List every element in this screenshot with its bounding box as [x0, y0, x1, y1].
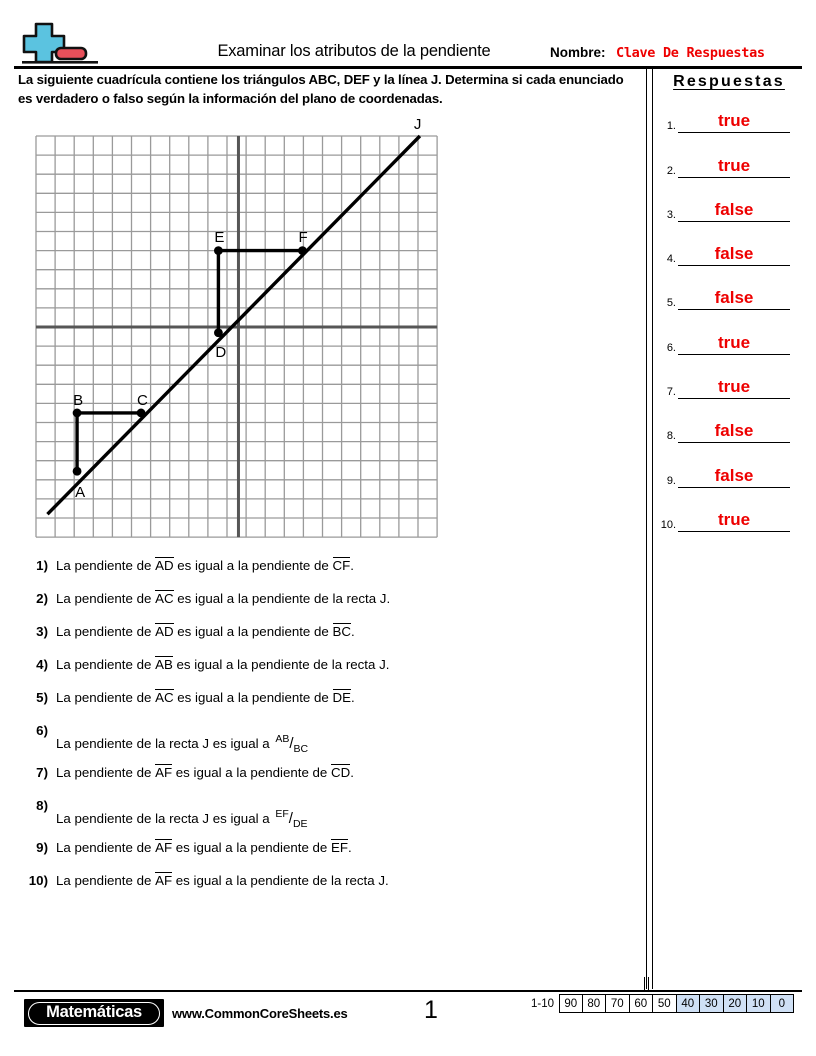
question-number: 8) [36, 798, 48, 813]
scale-cell: 80 [583, 994, 607, 1013]
question-number: 6) [36, 723, 48, 738]
question-text-span: . [348, 840, 352, 855]
ratio-denominator: DE [292, 818, 308, 830]
answer-number: 10. [660, 518, 676, 531]
question-item [18, 684, 638, 717]
segment-notation: BC [332, 624, 351, 639]
question-text [56, 759, 638, 781]
scale-cell: 60 [630, 994, 654, 1013]
question-text-span: La pendiente de [56, 690, 156, 705]
segment-notation: AD [155, 558, 174, 573]
question-text [56, 552, 638, 574]
footer-divider [14, 990, 802, 992]
segment-notation: CF [332, 558, 351, 573]
question-number: 3) [36, 624, 48, 639]
answer-row [656, 268, 802, 312]
point-label-a: A [75, 484, 86, 502]
segment-notation: AF [155, 873, 173, 888]
answer-number: 8. [666, 430, 676, 443]
question-text-span: es igual a la pendiente de [173, 558, 333, 573]
page-header [14, 14, 802, 66]
coordinate-grid [25, 108, 445, 543]
segment-notation: AF [155, 765, 173, 780]
answers-heading: Respuestas [673, 73, 785, 90]
question-text [56, 618, 638, 640]
brand-badge [24, 999, 164, 1027]
question-text-span: La pendiente de [56, 657, 156, 672]
line-label-j: J [413, 116, 422, 133]
question-text [56, 792, 638, 829]
answer-number: 5. [666, 297, 676, 310]
answer-value: false [714, 421, 754, 441]
plus-minus-logo-icon [18, 18, 104, 66]
segment-notation: EF [331, 840, 349, 855]
question-item [18, 618, 638, 651]
scale-cell: 70 [606, 994, 630, 1013]
question-number: 9) [36, 840, 48, 855]
answer-row [656, 91, 802, 135]
question-text [56, 834, 638, 856]
answer-number: 1. [666, 120, 676, 133]
question-text-span: La pendiente de [56, 873, 156, 888]
answer-row [656, 401, 802, 445]
answer-row [656, 312, 802, 356]
question-item [18, 651, 638, 684]
coordinate-plane-figure [25, 108, 445, 543]
answer-value: true [717, 377, 751, 397]
question-text-span: es igual a la pendiente de la recta J. [173, 591, 391, 606]
question-text-span: es igual a la pendiente de [172, 840, 332, 855]
question-text-span: . [351, 624, 355, 639]
scale-cell: 50 [653, 994, 677, 1013]
segment-notation: DE [332, 690, 351, 705]
scale-cell: 0 [771, 994, 795, 1013]
name-value: Clave De Respuestas [616, 45, 765, 61]
question-text-span: La pendiente de [56, 591, 156, 606]
answer-value: true [717, 509, 751, 529]
answer-row [656, 445, 802, 489]
answer-number: 6. [666, 341, 676, 354]
point-label-d: D [215, 343, 227, 361]
question-text-span: . [350, 765, 354, 780]
answer-value: true [717, 332, 751, 352]
question-item [18, 585, 638, 618]
segment-notation: CD [331, 765, 351, 780]
point-label-e: E [214, 228, 225, 246]
question-item [18, 759, 638, 792]
question-text-span: La pendiente de la recta J es igual a [56, 736, 274, 751]
scale-cell: 30 [700, 994, 724, 1013]
answer-number: 9. [666, 474, 676, 487]
question-text-span: . [350, 558, 354, 573]
answer-value: true [717, 111, 751, 131]
question-text [56, 651, 638, 673]
score-scale [531, 994, 794, 1013]
question-text-span: es igual a la pendiente de la recta J. [172, 657, 390, 672]
column-divider [646, 69, 653, 989]
footer-tick-mark [644, 977, 649, 991]
answer-row [656, 135, 802, 179]
question-text [56, 585, 638, 607]
question-item [18, 867, 638, 900]
scale-cell: 20 [724, 994, 748, 1013]
question-number: 1) [36, 558, 48, 573]
answer-number: 3. [666, 208, 676, 221]
name-label: Nombre: [550, 45, 606, 60]
ratio-notation [273, 735, 310, 754]
answer-value: false [714, 244, 754, 264]
question-text-span: . [351, 690, 355, 705]
question-number: 4) [36, 657, 48, 672]
answer-value: true [717, 155, 751, 175]
question-list [18, 552, 638, 900]
ratio-slash: / [288, 810, 293, 827]
question-number: 10) [28, 873, 48, 888]
page-title: Examinar los atributos de la pendiente [217, 42, 491, 60]
question-text-span: La pendiente de [56, 558, 156, 573]
scale-cell: 40 [677, 994, 701, 1013]
header-divider [14, 66, 802, 69]
question-text-span: La pendiente de [56, 624, 156, 639]
ratio-denominator: BC [293, 743, 309, 755]
brand-label: Matemáticas [46, 1003, 142, 1021]
question-text-span: es igual a la pendiente de [173, 624, 333, 639]
ratio-numerator: EF [275, 808, 289, 820]
question-text [56, 717, 638, 754]
website-url: www.CommonCoreSheets.es [172, 1006, 348, 1021]
segment-notation: AC [155, 690, 174, 705]
question-item [18, 792, 638, 834]
point-label-c: C [137, 391, 148, 409]
question-text-span: es igual a la pendiente de la recta J. [172, 873, 389, 888]
answer-key-column [656, 70, 802, 534]
answer-row [656, 490, 802, 534]
question-number: 2) [36, 591, 48, 606]
ratio-notation [273, 810, 309, 829]
question-text [56, 684, 638, 706]
question-item [18, 717, 638, 759]
question-item [18, 834, 638, 867]
segment-notation: AC [155, 591, 174, 606]
instructions-text: La siguiente cuadrícula contiene los triángulos ABC, DEF y la línea J. Determina si cada enunciado es verdadero o falso según la información del plano de coordenadas. [18, 72, 624, 106]
question-text [56, 867, 638, 889]
question-text-span: es igual a la pendiente de [172, 765, 332, 780]
segment-notation: AB [155, 657, 173, 672]
question-item [18, 552, 638, 585]
question-number: 7) [36, 765, 48, 780]
answer-number: 4. [666, 253, 676, 266]
question-number: 5) [36, 690, 48, 705]
answer-value: false [714, 465, 754, 485]
scale-cell: 90 [559, 994, 583, 1013]
point-label-f: F [298, 228, 308, 246]
answer-row [656, 180, 802, 224]
ratio-slash: / [289, 735, 294, 752]
answer-number: 7. [666, 386, 676, 399]
question-text-span: La pendiente de la recta J es igual a [56, 811, 274, 826]
question-text-span: La pendiente de [56, 840, 156, 855]
answer-value: false [714, 288, 754, 308]
scale-range-label: 1-10 [531, 997, 555, 1010]
answer-row [656, 224, 802, 268]
page-number: 1 [424, 996, 438, 1024]
answer-number: 2. [666, 164, 676, 177]
answer-value: false [714, 199, 754, 219]
scale-cell: 10 [747, 994, 771, 1013]
segment-notation: AD [155, 624, 174, 639]
point-label-b: B [73, 391, 84, 409]
ratio-numerator: AB [275, 733, 290, 745]
question-text-span: La pendiente de [56, 765, 156, 780]
answer-row [656, 357, 802, 401]
question-text-span: es igual a la pendiente de [173, 690, 333, 705]
segment-notation: AF [155, 840, 173, 855]
